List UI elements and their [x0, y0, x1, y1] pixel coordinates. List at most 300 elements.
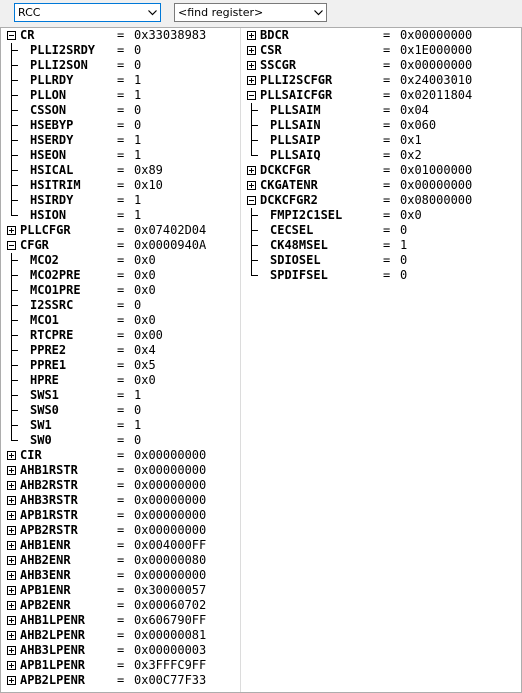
- field-value[interactable]: 1: [134, 208, 142, 222]
- register-name: AHB1ENR: [20, 538, 71, 552]
- tree-branch: [251, 155, 258, 156]
- tree-branch: [11, 350, 18, 351]
- register-row[interactable]: [241, 73, 521, 88]
- field-name: PPRE1: [30, 358, 67, 372]
- field-value[interactable]: 1: [134, 388, 142, 402]
- plus-box-icon[interactable]: [7, 511, 16, 520]
- equals-sign: =: [117, 658, 125, 672]
- plus-box-icon[interactable]: [7, 451, 16, 460]
- register-value[interactable]: 0x08000000: [400, 193, 473, 207]
- register-name: AHB2ENR: [20, 553, 71, 567]
- register-value[interactable]: 0x1E000000: [400, 43, 473, 57]
- plus-box-icon[interactable]: [7, 586, 16, 595]
- plus-box-icon[interactable]: [247, 166, 256, 175]
- field-name: SWS0: [30, 403, 59, 417]
- tree-branch: [11, 170, 18, 171]
- register-row[interactable]: [241, 178, 521, 193]
- field-value[interactable]: 0: [134, 58, 142, 72]
- minus-box-icon[interactable]: [7, 31, 16, 40]
- field-value[interactable]: 0: [400, 223, 408, 237]
- equals-sign: =: [117, 73, 125, 87]
- field-row[interactable]: [241, 268, 521, 283]
- equals-sign: =: [383, 103, 391, 117]
- find-register-select[interactable]: [174, 3, 327, 22]
- equals-sign: =: [383, 148, 391, 162]
- equals-sign: =: [117, 133, 125, 147]
- register-row[interactable]: [1, 463, 240, 478]
- field-name: PPRE2: [30, 343, 67, 357]
- register-value[interactable]: 0x00000000: [134, 508, 207, 522]
- tree-branch: [11, 200, 18, 201]
- equals-sign: =: [117, 43, 125, 57]
- field-row[interactable]: [1, 103, 240, 118]
- field-name: SWS1: [30, 388, 59, 402]
- field-value[interactable]: 1: [134, 193, 142, 207]
- equals-sign: =: [117, 508, 125, 522]
- field-row[interactable]: [1, 208, 240, 223]
- register-row[interactable]: [1, 598, 240, 613]
- equals-sign: =: [383, 73, 391, 87]
- equals-sign: =: [117, 298, 125, 312]
- register-row[interactable]: [1, 658, 240, 673]
- field-row[interactable]: [241, 223, 521, 238]
- register-name: APB2LPENR: [20, 673, 86, 687]
- tree-branch: [11, 320, 18, 321]
- register-name: CIR: [20, 448, 42, 462]
- register-row[interactable]: [1, 568, 240, 583]
- equals-sign: =: [117, 433, 125, 447]
- register-name: CKGATENR: [260, 178, 318, 192]
- field-name: SW0: [30, 433, 52, 447]
- field-value[interactable]: 0x0: [134, 268, 156, 282]
- field-row[interactable]: [241, 208, 521, 223]
- register-row[interactable]: [1, 223, 240, 238]
- register-row[interactable]: [241, 43, 521, 58]
- tree-branch: [11, 155, 18, 156]
- equals-sign: =: [383, 238, 391, 252]
- field-value[interactable]: 0: [400, 253, 408, 267]
- register-name: CFGR: [20, 238, 49, 252]
- field-row[interactable]: [1, 178, 240, 193]
- field-row[interactable]: [1, 88, 240, 103]
- field-name: HPRE: [30, 373, 59, 387]
- register-value[interactable]: 0x02011804: [400, 88, 473, 102]
- register-row[interactable]: [1, 508, 240, 523]
- field-row[interactable]: [241, 103, 521, 118]
- register-value[interactable]: 0x30000057: [134, 583, 207, 597]
- equals-sign: =: [117, 523, 125, 537]
- equals-sign: =: [383, 193, 391, 207]
- register-row[interactable]: [1, 673, 240, 688]
- register-name: APB2RSTR: [20, 523, 78, 537]
- tree-branch: [11, 290, 18, 291]
- field-name: I2SSRC: [30, 298, 74, 312]
- register-value[interactable]: 0x606790FF: [134, 613, 207, 627]
- tree-branch: [11, 275, 18, 276]
- equals-sign: =: [117, 253, 125, 267]
- register-value[interactable]: 0x00000000: [134, 448, 207, 462]
- field-value[interactable]: 0x10: [134, 178, 163, 192]
- register-value[interactable]: 0x00060702: [134, 598, 207, 612]
- field-row[interactable]: [241, 253, 521, 268]
- register-name: PLLSAICFGR: [260, 88, 333, 102]
- register-row[interactable]: [1, 538, 240, 553]
- field-name: HSION: [30, 208, 67, 222]
- field-name: PLLON: [30, 88, 67, 102]
- field-value[interactable]: 0x4: [134, 343, 156, 357]
- field-value[interactable]: 1: [134, 418, 142, 432]
- register-name: DCKCFGR2: [260, 193, 318, 207]
- register-name: APB1ENR: [20, 583, 71, 597]
- equals-sign: =: [117, 643, 125, 657]
- plus-box-icon[interactable]: [7, 556, 16, 565]
- equals-sign: =: [383, 118, 391, 132]
- equals-sign: =: [117, 493, 125, 507]
- equals-sign: =: [117, 223, 125, 237]
- find-register-placeholder: <find register>: [178, 6, 264, 19]
- field-row[interactable]: [1, 133, 240, 148]
- register-row[interactable]: [1, 523, 240, 538]
- register-value[interactable]: 0x00000081: [134, 628, 207, 642]
- plus-box-icon[interactable]: [7, 466, 16, 475]
- field-value[interactable]: 1: [134, 73, 142, 87]
- plus-box-icon[interactable]: [7, 541, 16, 550]
- register-value[interactable]: 0x33038983: [134, 28, 207, 42]
- peripheral-select[interactable]: [14, 3, 161, 22]
- tree-branch: [251, 140, 258, 141]
- equals-sign: =: [117, 628, 125, 642]
- tree-branch: [11, 65, 18, 66]
- field-row[interactable]: [1, 193, 240, 208]
- field-value[interactable]: 0x00: [134, 328, 163, 342]
- register-row[interactable]: [241, 193, 521, 208]
- field-value[interactable]: 1: [134, 148, 142, 162]
- register-value[interactable]: 0x00000080: [134, 553, 207, 567]
- register-value[interactable]: 0x00000000: [134, 478, 207, 492]
- field-name: PLLSAIN: [270, 118, 321, 132]
- field-row[interactable]: [1, 148, 240, 163]
- register-name: AHB2RSTR: [20, 478, 78, 492]
- field-name: PLLI2SON: [30, 58, 88, 72]
- equals-sign: =: [117, 418, 125, 432]
- chevron-down-icon[interactable]: [144, 4, 160, 21]
- field-name: PLLSAIM: [270, 103, 321, 117]
- plus-box-icon[interactable]: [247, 31, 256, 40]
- equals-sign: =: [117, 358, 125, 372]
- tree-branch: [11, 95, 18, 96]
- field-row[interactable]: [1, 358, 240, 373]
- field-value[interactable]: 0x04: [400, 103, 429, 117]
- plus-box-icon[interactable]: [7, 571, 16, 580]
- register-name: CR: [20, 28, 35, 42]
- field-value[interactable]: 0x0: [134, 373, 156, 387]
- field-name: PLLSAIP: [270, 133, 321, 147]
- equals-sign: =: [117, 673, 125, 687]
- equals-sign: =: [117, 238, 125, 252]
- toolbar: [0, 0, 522, 27]
- plus-box-icon[interactable]: [7, 481, 16, 490]
- equals-sign: =: [117, 613, 125, 627]
- field-value[interactable]: 0: [134, 403, 142, 417]
- field-row[interactable]: [241, 148, 521, 163]
- register-name: APB1LPENR: [20, 658, 86, 672]
- register-name: AHB3LPENR: [20, 643, 86, 657]
- register-value[interactable]: 0x0000940A: [134, 238, 207, 252]
- equals-sign: =: [117, 553, 125, 567]
- field-row[interactable]: [1, 253, 240, 268]
- field-name: MCO1PRE: [30, 283, 81, 297]
- field-row[interactable]: [241, 118, 521, 133]
- field-name: MCO1: [30, 313, 59, 327]
- field-name: FMPI2C1SEL: [270, 208, 343, 222]
- plus-box-icon[interactable]: [7, 661, 16, 670]
- field-value[interactable]: 0: [134, 433, 142, 447]
- tree-branch: [251, 245, 258, 246]
- register-value[interactable]: 0x004000FF: [134, 538, 207, 552]
- field-value[interactable]: 1: [134, 88, 142, 102]
- register-row[interactable]: [1, 28, 240, 43]
- field-value[interactable]: 0x0: [134, 283, 156, 297]
- field-row[interactable]: [1, 163, 240, 178]
- register-row[interactable]: [241, 163, 521, 178]
- register-row[interactable]: [1, 613, 240, 628]
- minus-box-icon[interactable]: [247, 91, 256, 100]
- field-name: SW1: [30, 418, 52, 432]
- register-value[interactable]: 0x00C77F33: [134, 673, 207, 687]
- register-value[interactable]: 0x00000000: [134, 523, 207, 537]
- chevron-down-icon[interactable]: [310, 4, 326, 21]
- field-row[interactable]: [1, 298, 240, 313]
- equals-sign: =: [117, 208, 125, 222]
- register-value[interactable]: 0x00000000: [400, 178, 473, 192]
- equals-sign: =: [117, 88, 125, 102]
- equals-sign: =: [117, 478, 125, 492]
- register-tree-panel: [0, 27, 522, 693]
- field-value[interactable]: 0x89: [134, 163, 163, 177]
- equals-sign: =: [117, 568, 125, 582]
- tree-branch: [251, 230, 258, 231]
- register-value[interactable]: 0x07402D04: [134, 223, 207, 237]
- plus-box-icon[interactable]: [7, 226, 16, 235]
- plus-box-icon[interactable]: [247, 46, 256, 55]
- equals-sign: =: [117, 388, 125, 402]
- plus-box-icon[interactable]: [7, 496, 16, 505]
- register-value[interactable]: 0x00000003: [134, 643, 207, 657]
- register-name: DCKCFGR: [260, 163, 311, 177]
- field-row[interactable]: [241, 133, 521, 148]
- equals-sign: =: [383, 268, 391, 282]
- equals-sign: =: [117, 598, 125, 612]
- field-value[interactable]: 0x2: [400, 148, 422, 162]
- equals-sign: =: [117, 343, 125, 357]
- register-name: SSCGR: [260, 58, 297, 72]
- plus-box-icon[interactable]: [7, 676, 16, 685]
- equals-sign: =: [117, 373, 125, 387]
- tree-branch: [11, 395, 18, 396]
- register-row[interactable]: [1, 493, 240, 508]
- register-name: PLLCFGR: [20, 223, 71, 237]
- tree-branch: [11, 440, 18, 441]
- field-row[interactable]: [1, 343, 240, 358]
- register-row[interactable]: [1, 448, 240, 463]
- register-name: AHB3RSTR: [20, 493, 78, 507]
- register-value[interactable]: 0x00000000: [400, 28, 473, 42]
- field-row[interactable]: [1, 373, 240, 388]
- register-row[interactable]: [1, 478, 240, 493]
- register-value[interactable]: 0x3FFFC9FF: [134, 658, 207, 672]
- equals-sign: =: [383, 208, 391, 222]
- register-row[interactable]: [1, 583, 240, 598]
- field-name: SPDIFSEL: [270, 268, 328, 282]
- register-column-left: [1, 28, 240, 688]
- tree-branch: [251, 215, 258, 216]
- plus-box-icon[interactable]: [7, 526, 16, 535]
- register-name: APB2ENR: [20, 598, 71, 612]
- register-name: APB1RSTR: [20, 508, 78, 522]
- equals-sign: =: [383, 43, 391, 57]
- field-name: CECSEL: [270, 223, 314, 237]
- plus-box-icon[interactable]: [7, 601, 16, 610]
- field-name: MCO2PRE: [30, 268, 81, 282]
- equals-sign: =: [117, 538, 125, 552]
- field-row[interactable]: [1, 43, 240, 58]
- equals-sign: =: [383, 58, 391, 72]
- field-name: PLLSAIQ: [270, 148, 321, 162]
- field-value[interactable]: 0x5: [134, 358, 156, 372]
- tree-branch: [11, 185, 18, 186]
- tree-branch: [11, 125, 18, 126]
- register-name: AHB1RSTR: [20, 463, 78, 477]
- equals-sign: =: [383, 253, 391, 267]
- equals-sign: =: [383, 178, 391, 192]
- tree-branch: [251, 275, 258, 276]
- field-value[interactable]: 0: [400, 268, 408, 282]
- register-name: AHB2LPENR: [20, 628, 86, 642]
- tree-branch: [11, 80, 18, 81]
- plus-box-icon[interactable]: [7, 631, 16, 640]
- register-row[interactable]: [241, 88, 521, 103]
- register-row[interactable]: [1, 238, 240, 253]
- equals-sign: =: [383, 163, 391, 177]
- register-row[interactable]: [1, 628, 240, 643]
- field-row[interactable]: [1, 73, 240, 88]
- field-value[interactable]: 1: [400, 238, 408, 252]
- register-name: PLLI2SCFGR: [260, 73, 333, 87]
- tree-branch: [11, 260, 18, 261]
- tree-branch: [11, 140, 18, 141]
- field-row[interactable]: [241, 238, 521, 253]
- tree-branch: [11, 425, 18, 426]
- equals-sign: =: [117, 28, 125, 42]
- field-value[interactable]: 1: [134, 133, 142, 147]
- field-name: SDIOSEL: [270, 253, 321, 267]
- equals-sign: =: [117, 403, 125, 417]
- equals-sign: =: [383, 223, 391, 237]
- field-name: HSEBYP: [30, 118, 74, 132]
- tree-branch: [11, 410, 18, 411]
- register-row[interactable]: [1, 643, 240, 658]
- tree-branch: [11, 50, 18, 51]
- equals-sign: =: [117, 448, 125, 462]
- register-column-right: [241, 28, 521, 283]
- register-value[interactable]: 0x00000000: [134, 568, 207, 582]
- register-value[interactable]: 0x24003010: [400, 73, 473, 87]
- minus-box-icon[interactable]: [7, 241, 16, 250]
- field-name: HSEON: [30, 148, 67, 162]
- tree-branch: [11, 380, 18, 381]
- plus-box-icon[interactable]: [247, 61, 256, 70]
- field-value[interactable]: 0: [134, 43, 142, 57]
- equals-sign: =: [117, 103, 125, 117]
- plus-box-icon[interactable]: [247, 76, 256, 85]
- equals-sign: =: [117, 583, 125, 597]
- tree-branch: [11, 215, 18, 216]
- field-value[interactable]: 0: [134, 118, 142, 132]
- register-value[interactable]: 0x00000000: [134, 493, 207, 507]
- field-value[interactable]: 0x0: [400, 208, 422, 222]
- field-name: PLLI2SRDY: [30, 43, 96, 57]
- field-row[interactable]: [1, 313, 240, 328]
- tree-branch: [251, 110, 258, 111]
- equals-sign: =: [117, 193, 125, 207]
- equals-sign: =: [117, 178, 125, 192]
- register-row[interactable]: [1, 553, 240, 568]
- register-name: BDCR: [260, 28, 289, 42]
- register-name: AHB1LPENR: [20, 613, 86, 627]
- field-name: CK48MSEL: [270, 238, 328, 252]
- field-value[interactable]: 0: [134, 103, 142, 117]
- field-row[interactable]: [1, 58, 240, 73]
- tree-branch: [251, 260, 258, 261]
- equals-sign: =: [117, 148, 125, 162]
- field-name: HSERDY: [30, 133, 74, 147]
- field-value[interactable]: 0x0: [134, 313, 156, 327]
- field-row[interactable]: [1, 433, 240, 448]
- field-name: MCO2: [30, 253, 59, 267]
- field-value[interactable]: 0x1: [400, 133, 422, 147]
- tree-branch: [251, 125, 258, 126]
- field-row[interactable]: [1, 418, 240, 433]
- field-value[interactable]: 0x060: [400, 118, 437, 132]
- equals-sign: =: [117, 328, 125, 342]
- register-value[interactable]: 0x00000000: [400, 58, 473, 72]
- field-row[interactable]: [1, 388, 240, 403]
- register-row[interactable]: [241, 58, 521, 73]
- field-row[interactable]: [1, 403, 240, 418]
- minus-box-icon[interactable]: [247, 196, 256, 205]
- field-row[interactable]: [1, 328, 240, 343]
- field-name: HSICAL: [30, 163, 74, 177]
- field-value[interactable]: 0x0: [134, 253, 156, 267]
- tree-branch: [11, 110, 18, 111]
- equals-sign: =: [383, 28, 391, 42]
- plus-box-icon[interactable]: [247, 181, 256, 190]
- tree-branch: [11, 365, 18, 366]
- equals-sign: =: [117, 268, 125, 282]
- equals-sign: =: [383, 88, 391, 102]
- field-row[interactable]: [1, 118, 240, 133]
- register-value[interactable]: 0x00000000: [134, 463, 207, 477]
- field-name: PLLRDY: [30, 73, 74, 87]
- field-row[interactable]: [1, 268, 240, 283]
- field-value[interactable]: 0: [134, 298, 142, 312]
- plus-box-icon[interactable]: [7, 616, 16, 625]
- field-row[interactable]: [1, 283, 240, 298]
- register-value[interactable]: 0x01000000: [400, 163, 473, 177]
- plus-box-icon[interactable]: [7, 646, 16, 655]
- field-name: CSSON: [30, 103, 67, 117]
- register-row[interactable]: [241, 28, 521, 43]
